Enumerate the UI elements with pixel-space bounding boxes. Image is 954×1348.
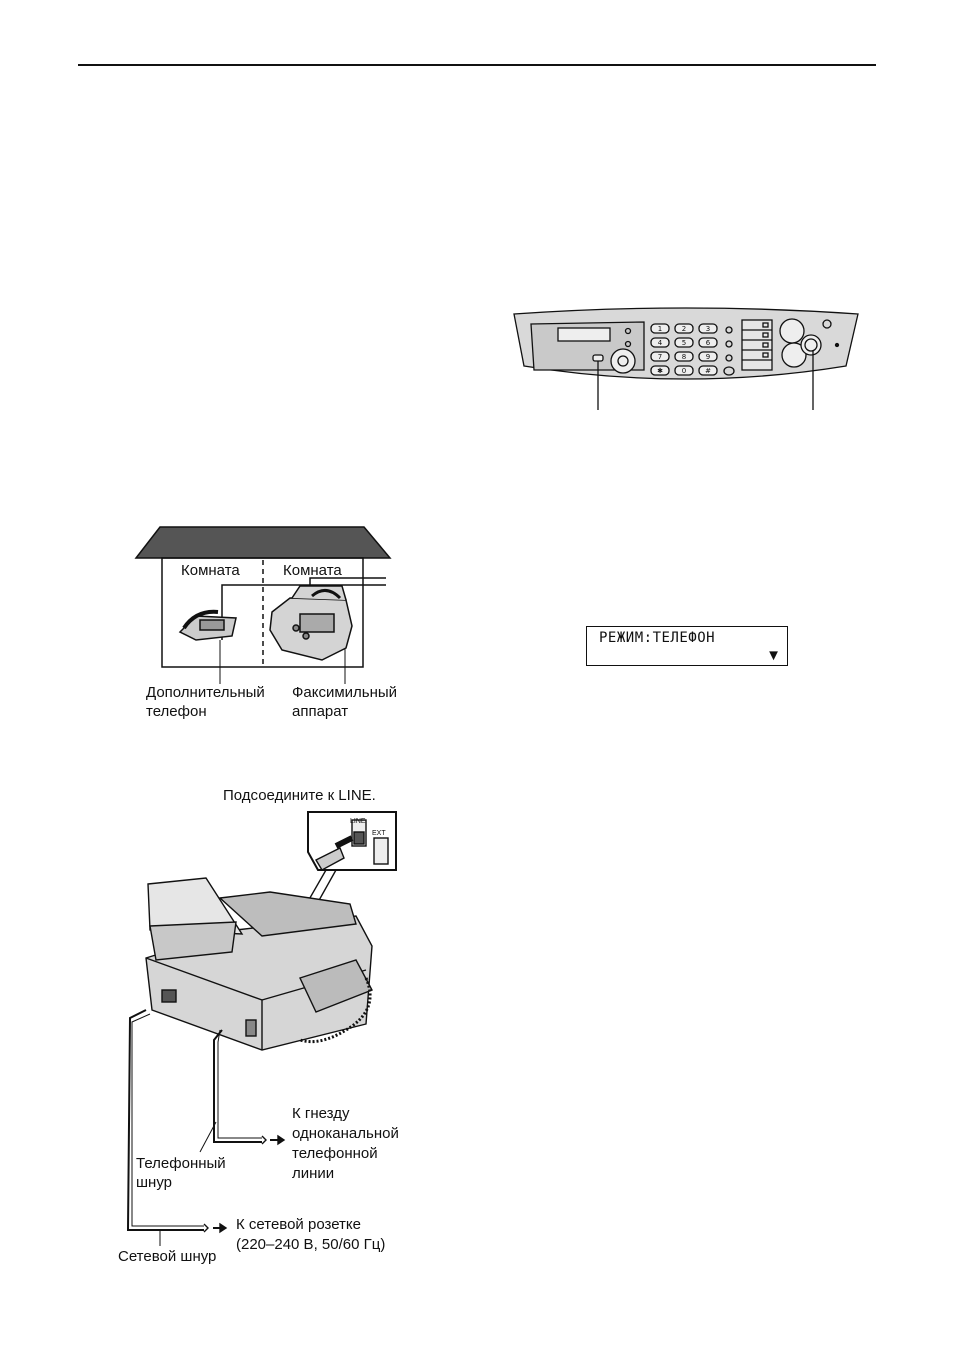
keypad-key-1: 1 — [657, 325, 663, 333]
to-outlet-label-line1: К сетевой розетке — [236, 1216, 361, 1233]
keypad-key-10: ✱ — [657, 367, 663, 375]
to-jack-label-line4: линии — [292, 1165, 335, 1182]
keypad-key-8: 8 — [681, 353, 687, 361]
power-cord-label: Сетевой шнур — [118, 1248, 217, 1265]
lcd-display — [586, 626, 788, 666]
fax-machine-rear-illustration — [146, 878, 372, 1050]
keypad-key-11: 0 — [681, 367, 687, 375]
set-button-illustration — [801, 335, 821, 355]
keypad-key-12: # — [705, 367, 711, 375]
menu-button-illustration — [593, 355, 603, 361]
keypad-key-6: 6 — [705, 339, 711, 347]
room-diagram-illustration — [136, 527, 390, 684]
jack-ext-label: EXT — [372, 830, 386, 837]
control-panel-illustration — [514, 308, 858, 410]
phone-cord-label-line1: Телефонный — [136, 1155, 226, 1172]
keypad-key-5: 5 — [681, 339, 687, 347]
to-jack-label-line2: одноканальной — [292, 1125, 399, 1142]
extension-phone-label-line1: Дополнительный — [146, 684, 265, 701]
phone-cord-label-line2: шнур — [136, 1174, 172, 1191]
room-left-label: Комната — [181, 562, 240, 579]
extension-phone-illustration — [180, 612, 236, 640]
keypad-key-3: 3 — [705, 325, 711, 333]
jack-line-label: LINE — [350, 818, 366, 825]
to-outlet-label-line2: (220–240 В, 50/60 Гц) — [236, 1236, 386, 1253]
to-jack-label-line3: телефонной — [292, 1145, 378, 1162]
navigator-key-illustration — [611, 349, 635, 373]
keypad-key-4: 4 — [657, 339, 663, 347]
keypad-key-9: 9 — [705, 353, 711, 361]
keypad-key-7: 7 — [657, 353, 663, 361]
fax-label-line1: Факсимильный — [292, 684, 398, 701]
room-right-label: Комната — [283, 562, 342, 579]
fax-label-line2: аппарат — [292, 703, 349, 720]
fax-machine-illustration — [270, 586, 352, 660]
extension-phone-label-line2: телефон — [146, 703, 207, 720]
lcd-down-arrow-icon: ▼ — [766, 647, 781, 664]
to-jack-label-line1: К гнезду — [292, 1105, 350, 1122]
keypad-key-2: 2 — [681, 325, 687, 333]
connect-line-label: Подсоедините к LINE. — [223, 787, 376, 804]
lcd-text: РЕЖИМ:ТЕЛЕФОН — [599, 630, 716, 646]
